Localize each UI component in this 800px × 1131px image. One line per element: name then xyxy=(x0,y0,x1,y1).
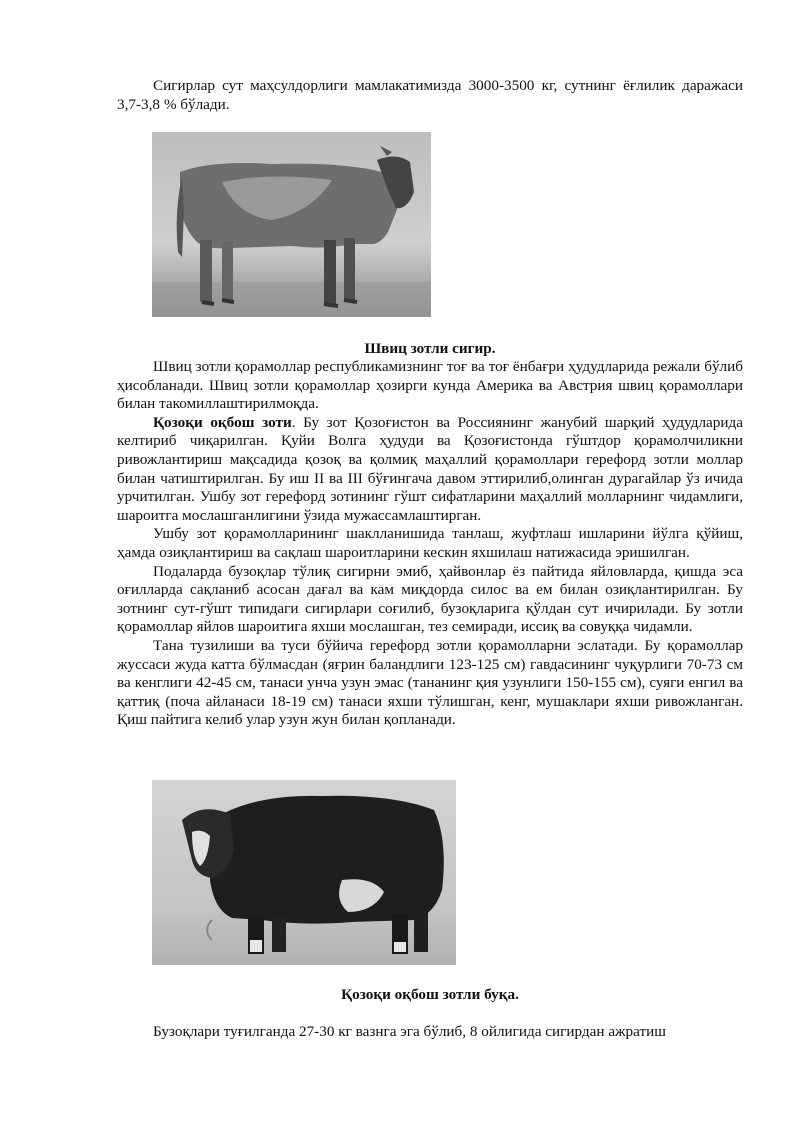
paragraph-body: Тана тузилиши ва туси бўйича герефорд зотли қорамолларни эслатади. Бу қорамоллар жуссаси жуда катта бўлмасдан (яғрин баландлиги 123-125 см) гавдасининг чуқурлиги 70-73 см ва кенглиги 42-45 см, танаси унча узун эмас (тананинг қия узунлиги 150-155 см), суяги енгил ва қаттиқ (поча айланаси 18-19 см) танаси яхши тўлишган, кенг, мушаклари яхши ривожланган. Қиш пайтига келиб улар узун жун билан қопланади. xyxy=(117,636,743,729)
figure1-caption: Швиц зотли сигир. xyxy=(364,340,496,357)
paragraph-selection: Ушбу зот қорамолларининг шаклланишида танлаш, жуфтлаш ишларини йўлга қўйиш, ҳамда озиқлантириш ва сақлаш шароитларини кескин яхшилаш натижасида эришилган. xyxy=(117,525,743,561)
paragraph-shvits: Швиц зотли қорамоллар республикамизнинг тоғ ва тоғ ёнбағри ҳудудларида режали бўлиб ҳисобланади. Швиц зотли қорамоллар ҳозирги кунда Америка ва Австрия швиц қорамоллари билан такомиллаштирилмоқда. xyxy=(117,358,743,413)
paragraph-intro: Сигирлар сут маҳсулдорлиги мамлакатимизда 3000-3500 кг, сутнинг ёғлилик даражаси 3,7-3,8 % бўлади. xyxy=(117,77,743,113)
kazakh-bull-image xyxy=(152,780,456,965)
swiss-cow-image xyxy=(152,132,431,317)
paragraph-herds: Подаларда бузоқлар тўлиқ сигирни эмиб, ҳайвонлар ёз пайтида яйловларда, қишда эса оғилларда сақланиб асосан дағал ва кам миқдорда силос ва ем билан озиқлантирилган. Бу зотнинг сут-гўшт типидаги сигирлари соғилиб, бузоқларига қўлдан сут ичирилади. Бу зотли қорамоллар яйлов шароитига яхши мослашган, тез семиради, иссиқ ва совуққа чидамли. xyxy=(117,562,743,636)
figure2-caption: Қозоқи оқбош зотли буқа. xyxy=(341,986,519,1003)
closing-text xyxy=(117,1023,743,1042)
swiss-cow-photo xyxy=(152,132,431,317)
main-text xyxy=(117,358,743,730)
paragraph-kazakh-rest: . Бу зот Қозоғистон ва Россиянинг жанубий шарқий ҳудудларида келтириб чиқарилган. Қуйи Волга ҳудуди ва Қозоғистонда гўштдор қорамолчиликни ривожлантириш мақсадида қозоқ ва қолмиқ маҳаллий қорамоллари герефорд зотли моллар билан чатиштирилган. Бу иш II ва III бўғингача давом эттирилиб,олинган дурагайлар ўз ичида урчитилган. Ушбу зот герефорд зотининг гўшт сифатларини маҳаллий молларнинг чидамлиги, шароитга мослашганлигини ўзида мужассамлаштирган. xyxy=(117,413,743,524)
paragraph-kazakh xyxy=(117,414,743,526)
paragraph-calves: Бузоқлари туғилганда 27-30 кг вазнга эга бўлиб, 8 ойлигида сигирдан ажратиш xyxy=(153,1023,666,1040)
breed-name: Қозоқи оқбош зоти xyxy=(153,413,292,431)
kazakh-bull-photo xyxy=(152,780,456,965)
intro-text xyxy=(117,77,743,114)
